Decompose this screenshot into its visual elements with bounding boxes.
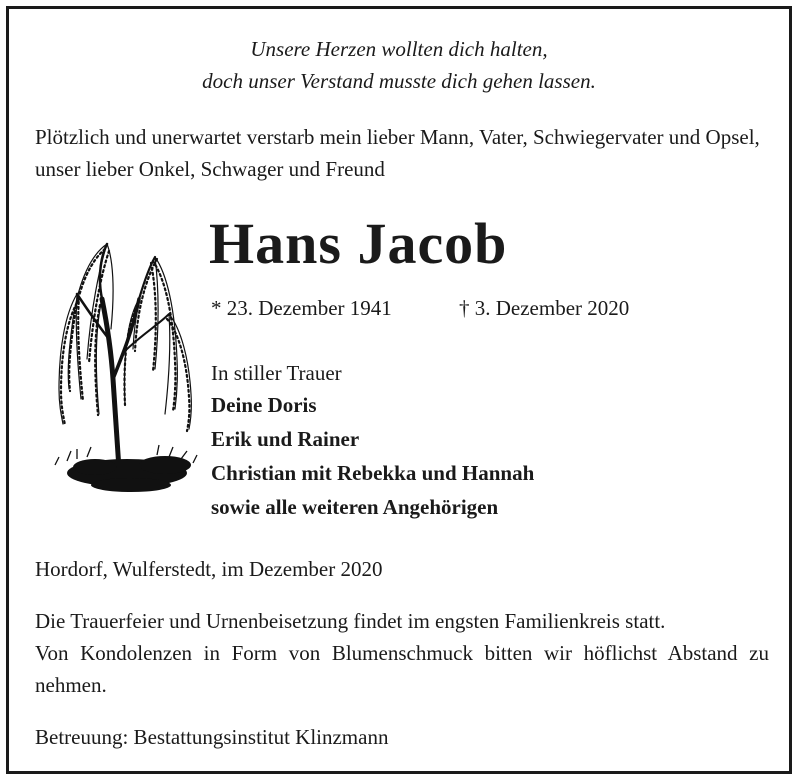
intro-text: Plötzlich und unerwartet verstarb mein lieber Mann, Vater, Schwiegervater und Opsel, unser lieber Onkel, Schwager und Freund: [35, 125, 760, 181]
mourner-line: Christian mit Rebekka und Hannah: [211, 461, 535, 485]
funeral-home: Betreuung: Bestattungsinstitut Klinzmann: [35, 725, 389, 749]
mourners-heading: In stiller Trauer: [211, 361, 342, 385]
ceremony-line-1: Die Trauerfeier und Urnenbeisetzung findet im engsten Familienkreis statt.: [35, 609, 666, 633]
ceremony-line-2: Von Kondolenzen in Form von Blumenschmuck bitten wir höflichst Abstand zu nehmen.: [35, 641, 769, 697]
weeping-willow-icon: [47, 229, 199, 499]
motto-line-2: doch unser Verstand musste dich gehen lassen.: [202, 69, 596, 93]
ceremony-notice: [35, 605, 769, 701]
obituary-frame: [6, 6, 792, 774]
mourner-line: Deine Doris: [211, 393, 317, 417]
mourner-line: Erik und Rainer: [211, 427, 360, 451]
motto-line-1: Unsere Herzen wollten dich halten,: [250, 37, 548, 61]
death-date: † 3. Dezember 2020: [459, 296, 630, 320]
mourner-line: sowie alle weiteren Angehörigen: [211, 495, 499, 519]
place-date: Hordorf, Wulferstedt, im Dezember 2020: [35, 557, 383, 581]
deceased-name: Hans Jacob: [209, 211, 508, 276]
birth-date: * 23. Dezember 1941: [211, 296, 392, 320]
